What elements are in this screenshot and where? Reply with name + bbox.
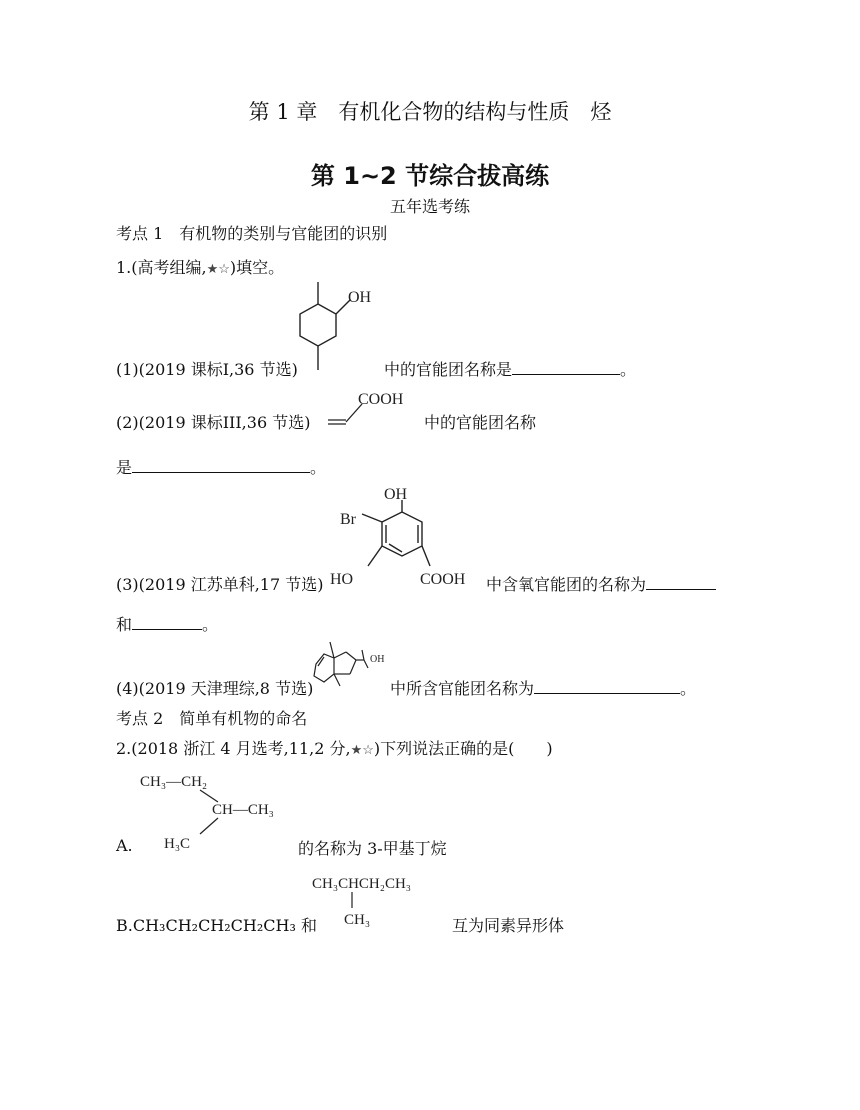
q1-part-1-source: (1)(2019 课标I,36 节选) bbox=[116, 360, 298, 379]
menthol-structure bbox=[290, 278, 380, 376]
q1-part-2-tail2: 是 bbox=[116, 458, 133, 477]
subtitle: 五年选考练 bbox=[389, 197, 470, 216]
q1-stem-post: )填空。 bbox=[229, 258, 285, 277]
question-2-stem bbox=[116, 736, 553, 759]
cooh-label: COOH bbox=[358, 391, 404, 408]
b-main-label: CH₃CHCH₂CH₃ bbox=[312, 876, 412, 892]
point-1-heading: 考点 1 有机物的类别与官能团的识别 bbox=[116, 224, 388, 243]
answer-blank[interactable] bbox=[512, 358, 620, 375]
ch-ch3-label: CH—CH₃ bbox=[212, 802, 274, 818]
q1-stem-pre: 1.(高考组编, bbox=[116, 258, 207, 277]
period: 。 bbox=[620, 360, 637, 379]
option-b-structure bbox=[308, 870, 452, 930]
period: 。 bbox=[680, 679, 697, 698]
ho-label: HO bbox=[330, 571, 354, 588]
ch3-ch2-label: CH₃—CH₂ bbox=[140, 774, 208, 790]
answer-blank[interactable] bbox=[534, 677, 680, 694]
period: 。 bbox=[202, 615, 219, 634]
answer-blank[interactable] bbox=[646, 573, 716, 590]
q2-stem-post: )下列说法正确的是( ) bbox=[373, 739, 553, 758]
h3c-label: H₃C bbox=[164, 836, 191, 852]
oh-label: OH bbox=[370, 654, 385, 665]
section-title: 第 1~2 节综合拔高练 bbox=[310, 162, 550, 190]
q1-part-1-text bbox=[384, 357, 636, 380]
q1-part-4-text bbox=[390, 676, 696, 699]
star-icon: ★☆ bbox=[350, 743, 374, 758]
q1-part-4-tail: 中所含官能团名称为 bbox=[390, 679, 535, 698]
q1-part-2-source: (2)(2019 课标III,36 节选) bbox=[116, 413, 311, 432]
q2-stem-pre: 2.(2018 浙江 4 月选考,11,2 分, bbox=[116, 739, 351, 758]
b-sub-label: CH₃ bbox=[344, 912, 371, 928]
question-1-stem bbox=[116, 255, 284, 278]
q1-part-3-text bbox=[486, 572, 716, 595]
acrylic-structure bbox=[322, 388, 422, 430]
point-2-heading: 考点 2 简单有机物的命名 bbox=[116, 709, 308, 728]
terpene-alcohol-structure bbox=[310, 636, 390, 694]
option-a-structure bbox=[136, 768, 300, 856]
option-b-label: B.CH₃CH₂CH₂CH₂CH₃ 和 bbox=[116, 916, 317, 935]
answer-blank[interactable] bbox=[132, 456, 310, 473]
answer-blank[interactable] bbox=[132, 613, 202, 630]
bromo-benzoic-structure bbox=[326, 484, 486, 590]
q1-part-1-tail: 中的官能团名称是 bbox=[384, 360, 513, 379]
cooh-label: COOH bbox=[420, 571, 466, 588]
q1-part-3-source: (3)(2019 江苏单科,17 节选) bbox=[116, 575, 324, 594]
q1-part-3-tail2: 和 bbox=[116, 615, 133, 634]
option-a-tail: 的名称为 3-甲基丁烷 bbox=[298, 839, 447, 858]
chapter-title: 第 1 章 有机化合物的结构与性质 烃 bbox=[248, 100, 612, 124]
q1-part-2-answer bbox=[116, 455, 326, 478]
q1-part-3-answer bbox=[116, 612, 218, 635]
oh-label: OH bbox=[348, 289, 372, 306]
br-label: Br bbox=[340, 511, 356, 528]
star-icon: ★☆ bbox=[206, 262, 230, 277]
period: 。 bbox=[310, 458, 327, 477]
q1-part-2-tail: 中的官能团名称 bbox=[424, 413, 537, 432]
option-b-tail: 互为同素异形体 bbox=[452, 916, 565, 935]
q1-part-4-source: (4)(2019 天津理综,8 节选) bbox=[116, 679, 314, 698]
oh-top-label: OH bbox=[384, 486, 408, 503]
q1-part-3-tail: 中含氧官能团的名称为 bbox=[486, 575, 647, 594]
option-a-label: A. bbox=[116, 836, 133, 855]
